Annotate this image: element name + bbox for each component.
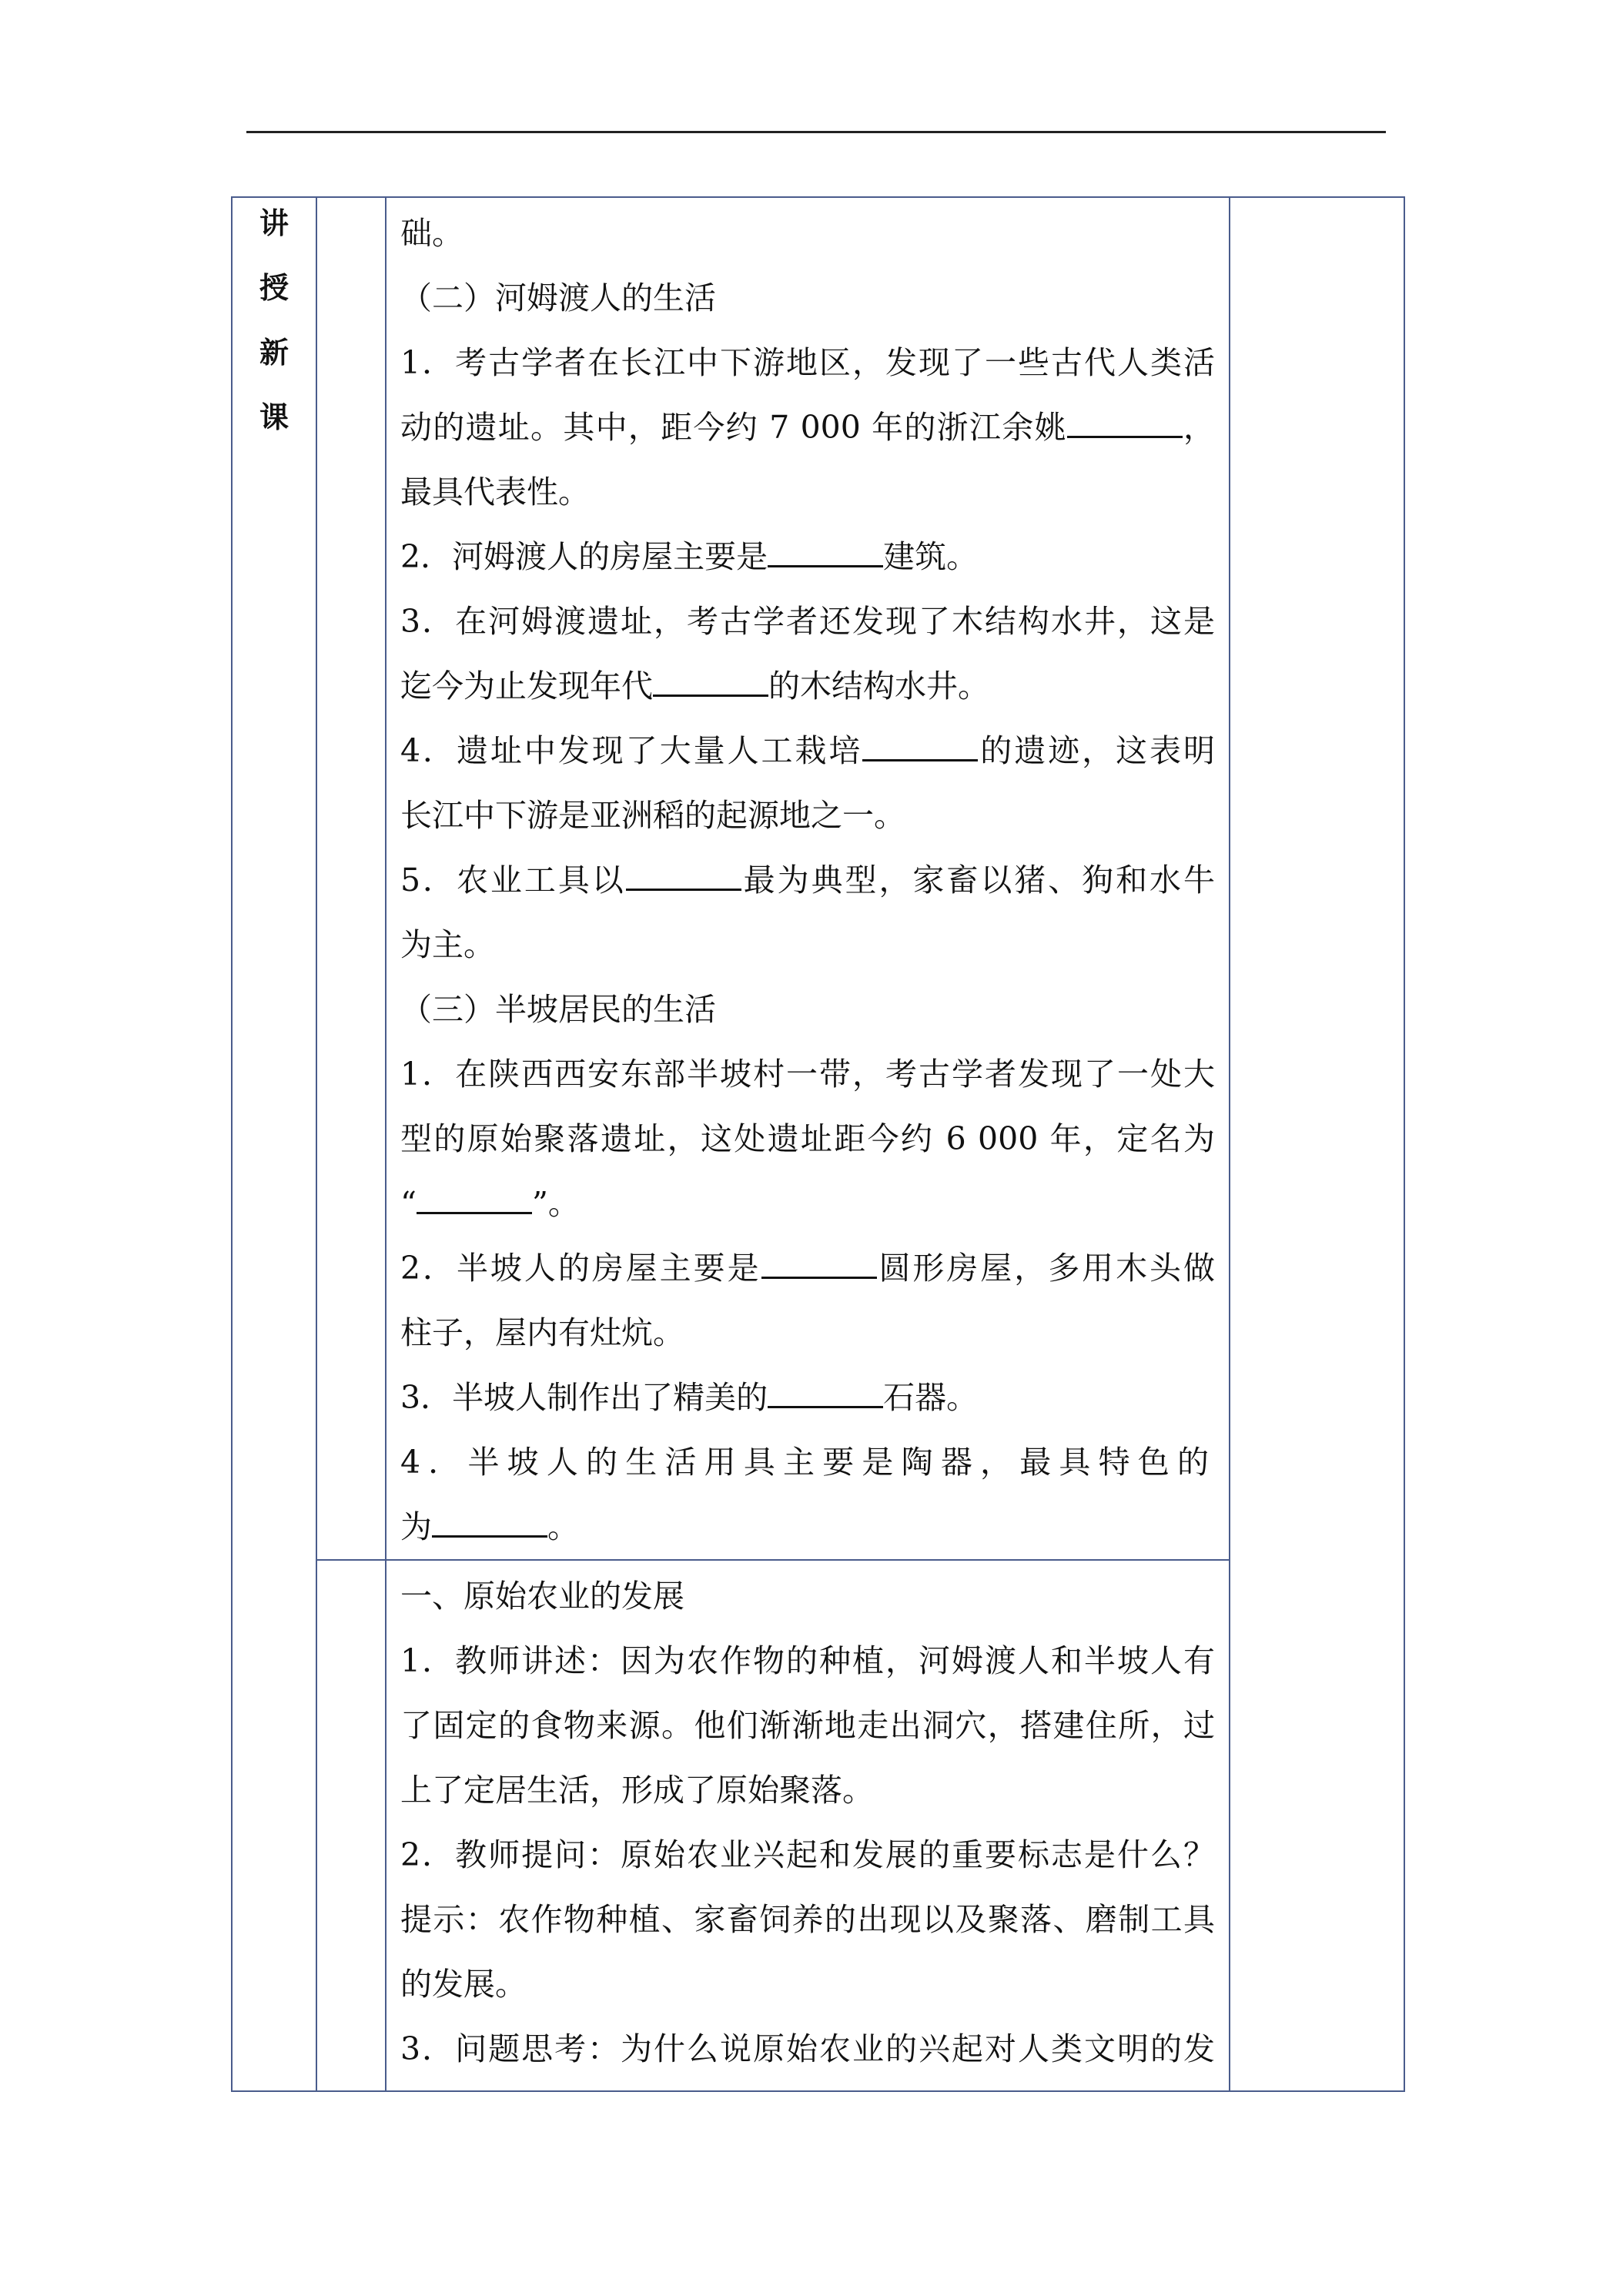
text-line [400, 1758, 1215, 1822]
text-segment: 一、原始农业的发展 [400, 1578, 684, 1615]
fill-in-blank [768, 527, 883, 567]
text-segment: ， [1182, 409, 1215, 446]
text-line [400, 1106, 1215, 1171]
section-label-char: 课 [259, 400, 289, 434]
section-label-char: 新 [259, 336, 289, 370]
text-line [400, 1430, 1215, 1494]
content-block-teaching [387, 1561, 1229, 2081]
text-segment: 型的原始聚落遗址，这处遗址距今约 6 000 年，定名为 [400, 1120, 1215, 1157]
text-segment: ”。 [531, 1185, 580, 1222]
section-label-char: 授 [259, 271, 289, 305]
text-segment: 2．河姆渡人的房屋主要是 [400, 538, 768, 575]
section-label-char: 讲 [259, 206, 289, 240]
fill-in-blank [768, 1367, 883, 1408]
text-line [400, 1693, 1215, 1758]
text-line [400, 1952, 1215, 2017]
fill-in-blank [1067, 397, 1183, 438]
text-segment: 1．教师讲述：因为农作物的种植，河姆渡人和半坡人有 [400, 1642, 1215, 1679]
empty-cell [316, 197, 386, 1560]
text-segment: 3．问题思考：为什么说原始农业的兴起对人类文明的发 [400, 2030, 1215, 2067]
text-segment: 1．考古学者在长江中下游地区，发现了一些古代人类活 [400, 344, 1215, 381]
text-line [400, 1171, 1215, 1236]
text-segment: 4．遗址中发现了大量人工栽培 [400, 732, 863, 769]
text-line [400, 330, 1215, 395]
table-row [232, 197, 1404, 1560]
text-segment: 迄今为止发现年代 [400, 668, 653, 705]
text-line [400, 1822, 1215, 1887]
text-segment: 长江中下游是亚洲稻的起源地之一。 [400, 797, 905, 834]
text-line [400, 1494, 1215, 1559]
text-segment: 石器。 [883, 1379, 979, 1416]
text-segment: 3．在河姆渡遗址，考古学者还发现了木结构水井，这是 [400, 603, 1215, 640]
text-line [400, 460, 1215, 524]
text-segment: 2．教师提问：原始农业兴起和发展的重要标志是什么？ [400, 1836, 1215, 1873]
text-segment: 2．半坡人的房屋主要是 [400, 1250, 761, 1287]
text-segment: （三）半坡居民的生活 [400, 991, 716, 1028]
fill-in-blank [626, 850, 741, 891]
text-segment: 圆形房屋，多用木头做 [876, 1250, 1215, 1287]
text-segment: 了固定的食物来源。他们渐渐地走出洞穴，搭建住所，过 [400, 1707, 1215, 1744]
fill-in-blank [417, 1173, 532, 1214]
text-segment: 最具代表性。 [400, 474, 590, 510]
text-segment: 。 [547, 1508, 579, 1545]
text-line [400, 848, 1215, 912]
text-segment: 动的遗址。其中，距今约 7 000 年的浙江余姚 [400, 409, 1067, 446]
text-line [400, 1628, 1215, 1693]
header-rule [246, 131, 1386, 133]
text-segment: 5．农业工具以 [400, 862, 626, 899]
table-row [232, 1560, 1404, 2091]
text-segment: “ [400, 1185, 417, 1222]
text-line [400, 783, 1215, 848]
fill-in-blank [862, 721, 978, 761]
text-segment: 柱子，屋内有灶炕。 [400, 1314, 684, 1351]
content-block-worksheet [387, 198, 1229, 1559]
text-segment: 1．在陕西西安东部半坡村一带，考古学者发现了一处大 [400, 1056, 1215, 1093]
text-line [400, 1564, 1215, 1628]
text-line [400, 718, 1215, 783]
content-cell [386, 197, 1230, 1560]
text-segment: （二）河姆渡人的生活 [400, 279, 716, 316]
section-label [259, 198, 289, 443]
content-cell [386, 1560, 1230, 2091]
text-line [400, 589, 1215, 654]
text-line [400, 1887, 1215, 1952]
text-line [400, 1300, 1215, 1365]
fill-in-blank [432, 1497, 547, 1538]
notes-cell [1230, 197, 1404, 2091]
lesson-table [231, 196, 1405, 2092]
fill-in-blank [653, 656, 768, 697]
text-segment: 的遗迹，这表明 [978, 732, 1215, 769]
text-line [400, 2017, 1215, 2081]
text-segment: 为主。 [400, 926, 495, 963]
empty-cell [316, 1560, 386, 2091]
text-segment: 础。 [400, 215, 463, 252]
text-line [400, 1365, 1215, 1430]
text-segment: 4．半坡人的生活用具主要是陶器，最具特色的 [400, 1444, 1215, 1481]
text-line [400, 266, 1215, 330]
text-line [400, 201, 1215, 266]
text-line [400, 654, 1215, 718]
section-label-cell [232, 197, 316, 2091]
text-segment: 为 [400, 1508, 432, 1545]
text-line [400, 912, 1215, 977]
text-segment: 最为典型，家畜以猪、狗和水牛 [741, 862, 1215, 899]
text-segment: 的木结构水井。 [768, 668, 989, 705]
text-line [400, 1042, 1215, 1106]
text-segment: 建筑。 [883, 538, 979, 575]
text-segment: 上了定居生活，形成了原始聚落。 [400, 1772, 874, 1809]
text-segment: 的发展。 [400, 1966, 527, 2003]
text-segment: 3．半坡人制作出了精美的 [400, 1379, 768, 1416]
text-segment: 提示：农作物种植、家畜饲养的出现以及聚落、磨制工具 [400, 1901, 1215, 1938]
fill-in-blank [761, 1238, 877, 1279]
text-line [400, 1236, 1215, 1300]
text-line [400, 524, 1215, 589]
text-line [400, 395, 1215, 460]
text-line [400, 977, 1215, 1042]
